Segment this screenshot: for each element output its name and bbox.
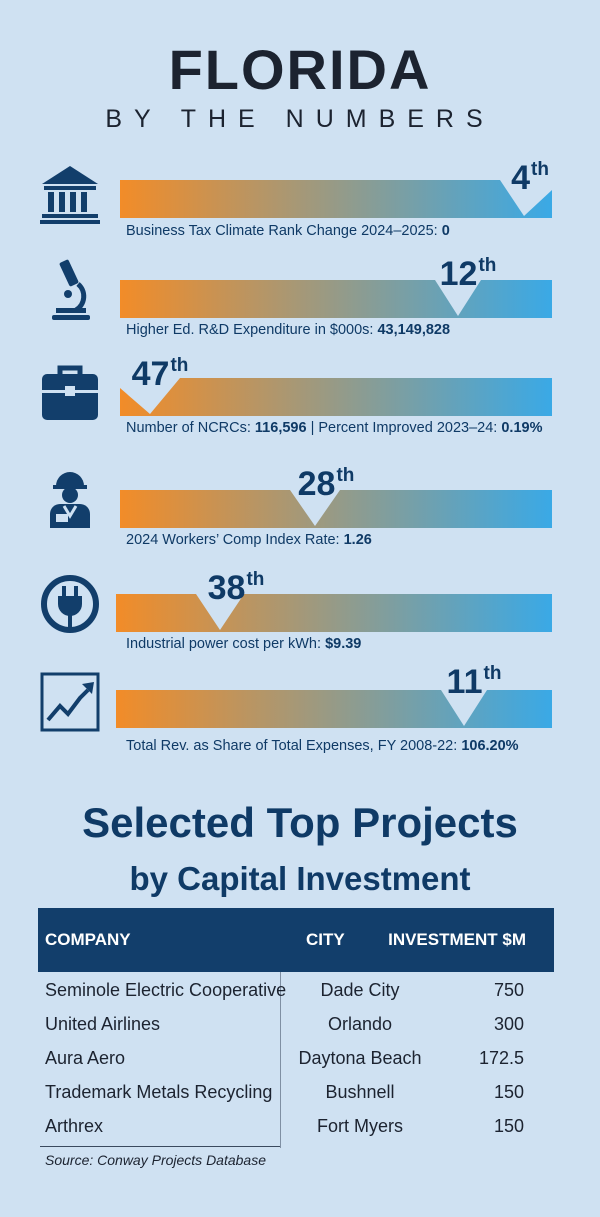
cell-city: Daytona Beach	[298, 1048, 422, 1068]
cell-company: Trademark Metals Recycling	[45, 1082, 273, 1102]
rank-badge: 11th	[446, 663, 502, 701]
header-company: COMPANY	[45, 930, 131, 949]
page-subtitle: BY THE NUMBERS	[105, 105, 495, 133]
cell-investment: 300	[493, 1014, 524, 1034]
power-plug-icon	[38, 572, 102, 636]
stat-caption: Higher Ed. R&D Expenditure in $000s: 43,149,828	[126, 322, 451, 338]
rank-bar	[120, 180, 552, 218]
rank-badge: 28th	[297, 465, 355, 503]
page-title: FLORIDA	[168, 38, 432, 101]
source-note: Source: Conway Projects Database	[45, 1152, 266, 1168]
source-divider	[40, 1146, 280, 1147]
cell-city: Fort Myers	[316, 1116, 403, 1136]
bank-building-icon	[38, 162, 102, 226]
cell-company: Arthrex	[45, 1116, 104, 1136]
table-row	[38, 1041, 554, 1075]
table-row	[38, 1007, 554, 1041]
stat-caption: Industrial power cost per kWh: $9.39	[126, 636, 362, 652]
microscope-icon	[38, 258, 102, 322]
header-city: CITY	[306, 930, 345, 949]
table-row	[38, 973, 554, 1007]
rank-badge: 4th	[511, 159, 549, 197]
cell-city: Bushnell	[325, 1082, 395, 1102]
cell-city: Dade City	[320, 980, 400, 1000]
projects-subtitle: by Capital Investment	[129, 860, 471, 897]
cell-company: Aura Aero	[45, 1048, 126, 1068]
briefcase-icon	[38, 360, 102, 424]
table-row	[38, 1075, 554, 1109]
stat-ncrcs	[0, 355, 600, 468]
projects-table-header	[38, 908, 554, 972]
cell-investment: 150	[493, 1082, 524, 1102]
rank-badge: 38th	[207, 569, 265, 607]
stat-rd-expenditure	[0, 255, 600, 368]
cell-company: Seminole Electric Cooperative	[45, 980, 287, 1000]
stat-revenue-share	[0, 664, 600, 774]
stat-tax-climate	[0, 158, 600, 268]
cell-city: Orlando	[327, 1014, 393, 1034]
cell-investment: 750	[493, 980, 524, 1000]
table-row	[38, 1109, 554, 1143]
stat-caption: Number of NCRCs: 116,596 | Percent Improved 2023–24: 0.19%	[126, 420, 543, 436]
stat-caption: Business Tax Climate Rank Change 2024–2025: 0	[126, 223, 450, 239]
stat-caption: 2024 Workers’ Comp Index Rate: 1.26	[126, 532, 372, 548]
stat-caption: Total Rev. as Share of Total Expenses, FY 2008-22: 106.20%	[126, 738, 519, 754]
rank-bar	[116, 594, 552, 632]
worker-hardhat-icon	[38, 466, 102, 530]
cell-company: United Airlines	[45, 1014, 161, 1034]
header-investment: INVESTMENT $M	[388, 930, 526, 949]
projects-title: Selected Top Projects	[82, 799, 518, 846]
rank-badge: 12th	[439, 255, 497, 293]
cell-investment: 150	[493, 1116, 524, 1136]
trend-chart-icon	[38, 670, 102, 734]
stat-workers-comp	[0, 466, 600, 576]
cell-investment: 172.5	[478, 1048, 524, 1068]
rank-badge: 47th	[131, 355, 189, 393]
